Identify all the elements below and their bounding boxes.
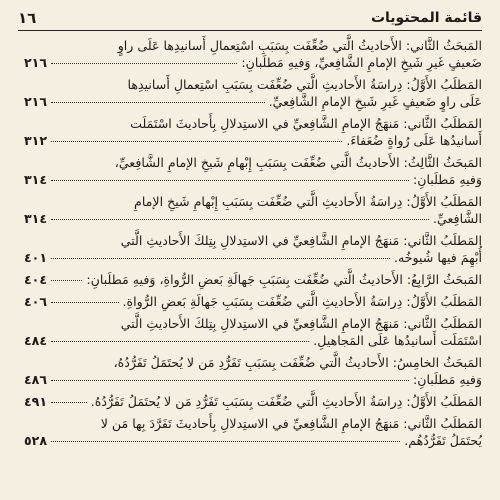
page-number: ١٦ (18, 9, 37, 27)
toc-page-number: ٥٢٨ (24, 433, 48, 448)
toc-page-number: ٣١٢ (24, 133, 48, 148)
toc-entry-line (18, 332, 482, 349)
toc-page-number: ٢١٦ (24, 55, 48, 70)
table-of-contents (18, 37, 482, 449)
dot-leader (51, 141, 342, 142)
toc-entry-text: وَفيهِ مَطلَبانِ: (412, 372, 482, 387)
toc-entry-line (18, 93, 482, 110)
dot-leader (51, 441, 400, 442)
toc-entry-line (18, 415, 482, 432)
toc-entry-text: المَطلَبُ الثَّاني: مَنهَجُ الإمامِ الشَّافِعيِّ في الاستِدلالِ بِأَحاديثَ تَفَرَّدَ بِها مَن لا (100, 416, 482, 431)
dot-leader (51, 341, 309, 342)
toc-entry (18, 76, 482, 110)
toc-entry-line (18, 76, 482, 93)
toc-entry-text: عَلَى راوٍ ضَعيفٍ غَيرِ شَيخِ الإمامِ الشَّافِعيِّ. (268, 94, 482, 109)
toc-entry-text: أَسانيدُها عَلَى رُواةٍ ضُعَفاءَ. (346, 133, 482, 148)
toc-entry-line (18, 210, 482, 227)
toc-page-number: ٤٠١ (24, 250, 48, 265)
toc-entry-line (18, 54, 482, 71)
toc-entry (18, 193, 482, 227)
toc-entry-text: المَطلَبُ الأَوَّلُ: دِراسَةُ الأَحاديثِ الَّتي ضُعِّفَت بِسَبَبِ اسْتِعمالِ أَسانيدِها (127, 77, 482, 92)
toc-entry-line (18, 154, 482, 171)
toc-page-number: ٣١٤ (24, 211, 48, 226)
toc-entry-text: المَطلَبُ الثَّاني: مَنهَجُ الإمامِ الشَّافِعيِّ في الاستِدلالِ بِأَحاديثَ اسْتَمَلَت (130, 116, 482, 131)
toc-entry-line (18, 271, 482, 288)
toc-entry-line (18, 171, 482, 188)
toc-entry-line (18, 432, 482, 449)
toc-entry (18, 393, 482, 410)
toc-entry-text: المَطلَبُ الأَوَّلُ: دِراسَةُ الأَحاديثِ الَّتي ضُعِّفَت بِسَبَبِ تَفَرُّدِ مَن لا يُحتَمَلُ تَفَرُّدُهُ. (90, 394, 482, 409)
toc-entry-line (18, 293, 482, 310)
toc-entry-line (18, 232, 482, 249)
page-header (18, 6, 482, 31)
toc-page-number: ٤٠٤ (24, 272, 48, 287)
toc-entry-text: المَطلَبُ الأَوَّلُ: دِراسَةُ الأَحاديثِ الَّتي ضُعِّفَت بِسَبَبِ جَهالَةِ بَعضِ الرُّواةِ. (122, 294, 482, 309)
toc-page-number: ٤٠٦ (24, 294, 48, 309)
toc-entry (18, 354, 482, 388)
toc-entry-line (18, 249, 482, 266)
toc-entry-text: وَفيهِ مَطلَبانِ: (412, 172, 482, 187)
toc-page-number: ٤٨٤ (24, 333, 48, 348)
toc-entry-line (18, 193, 482, 210)
toc-page-number: ٢١٦ (24, 94, 48, 109)
toc-entry (18, 293, 482, 310)
running-title: قائمة المحتويات (370, 10, 482, 26)
toc-entry-line (18, 315, 482, 332)
dot-leader (51, 102, 265, 103)
toc-entry (18, 232, 482, 266)
dot-leader (51, 280, 82, 281)
toc-entry-text: المَطلَبُ الثَّاني: مَنهَجُ الإمامِ الشَّافِعيِّ في الاستِدلالِ بِتِلكَ الأَحاديثِ الَّتي (120, 233, 482, 248)
toc-entry-line (18, 115, 482, 132)
toc-entry (18, 415, 482, 449)
toc-entry-text: المَبحَثُ الثَّاني: الأَحاديثُ الَّتي ضُعِّفَت بِسَبَبِ اسْتِعمالِ أَسانيدِها عَلَى راوٍ (117, 38, 482, 53)
toc-entry (18, 271, 482, 288)
dot-leader (51, 380, 409, 381)
dot-leader (51, 402, 87, 403)
toc-entry (18, 154, 482, 188)
toc-entry (18, 37, 482, 71)
toc-entry-text: اسْتَمَلَت أَسانيدُها عَلَى المَجاهيلِ. (313, 333, 482, 348)
toc-entry-line (18, 132, 482, 149)
toc-page-number: ٤٨٦ (24, 372, 48, 387)
dot-leader (51, 219, 429, 220)
toc-entry-text: ضَعيفٍ غَيرِ شَيخِ الإمامِ الشَّافِعيِّ، وَفيهِ مَطلَبانِ: (241, 55, 482, 70)
dot-leader (51, 258, 390, 259)
dot-leader (51, 302, 118, 303)
toc-entry-line (18, 371, 482, 388)
toc-page-number: ٣١٤ (24, 172, 48, 187)
dot-leader (51, 180, 409, 181)
toc-entry-line (18, 393, 482, 410)
toc-entry-text: المَبحَثُ الخامِسُ: الأَحاديثُ الَّتي ضُعِّفَت بِسَبَبِ تَفَرُّدِ مَن لا يُحتَمَلُ تَفَرُّدُهُ، (113, 355, 482, 370)
toc-entry-line (18, 37, 482, 54)
dot-leader (51, 63, 237, 64)
toc-entry-text: المَبحَثُ الرَّابِعُ: الأَحاديثُ الَّتي ضُعِّفَت بِسَبَبِ جَهالَةِ بَعضِ الرُّواةِ، وَفيهِ مَطلَبانِ: (86, 272, 482, 287)
toc-entry-text: المَبحَثُ الثَّالِثُ: الأَحاديثُ الَّتي ضُعِّفَت بِسَبَبِ إِبْهامِ شَيخِ الإمامِ الشَّافِعيِّ، (114, 155, 482, 170)
toc-entry-text: أُبْهِمَ فيها شُيوخُه. (393, 250, 482, 265)
toc-entry-text: الشَّافِعيِّ. (432, 211, 482, 226)
toc-page-number: ٤٩١ (24, 394, 48, 409)
toc-entry-text: يُحتَمَلُ تَفَرُّدُهُم. (404, 433, 482, 448)
toc-entry-text: المَطلَبُ الثَّاني: مَنهَجُ الإمامِ الشَّافِعيِّ في الاستِدلالِ بِتِلكَ الأَحاديثِ الَّتي (120, 316, 482, 331)
toc-entry (18, 315, 482, 349)
toc-entry-text: المَطلَبُ الأَوَّلُ: دِراسَةُ الأَحاديثِ الَّتي ضُعِّفَت بِسَبَبِ إِبْهامِ شَيخِ الإمامِ (134, 194, 482, 209)
toc-entry-line (18, 354, 482, 371)
toc-entry (18, 115, 482, 149)
